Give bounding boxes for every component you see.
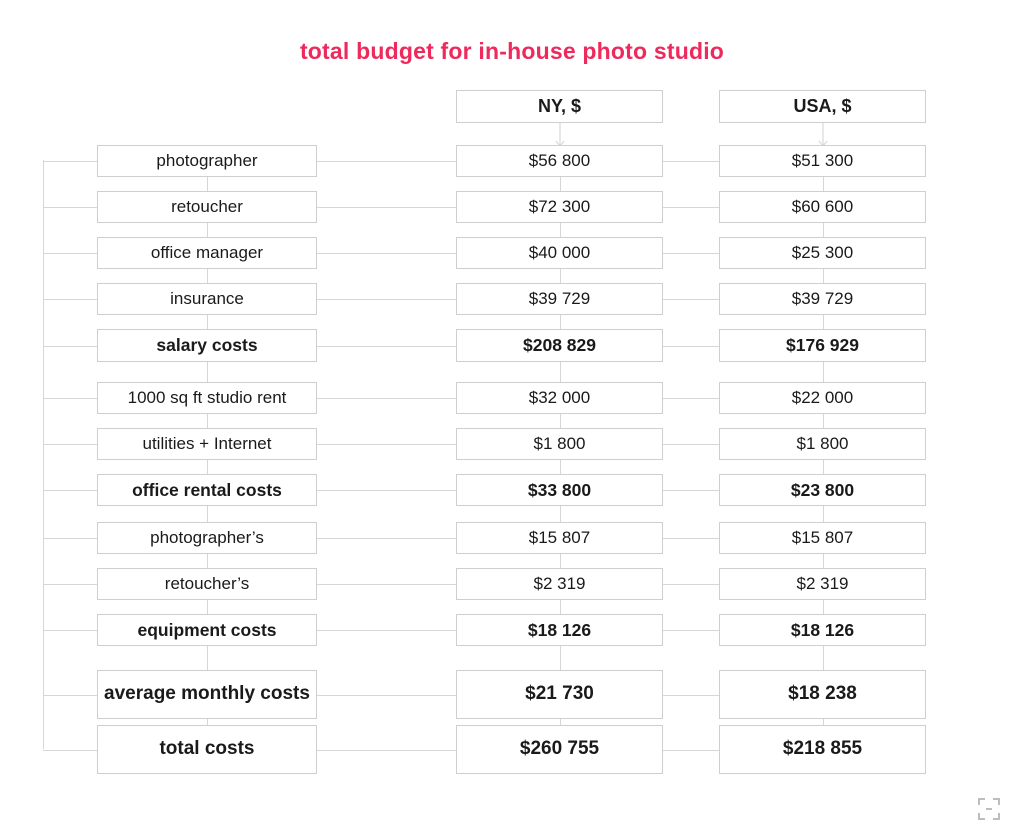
row-connector-mid — [317, 346, 456, 347]
row-connector-right — [663, 584, 719, 585]
vertical-connector — [823, 460, 824, 474]
usa-value: $15 807 — [719, 522, 926, 554]
vertical-connector — [207, 600, 208, 614]
usa-value: $39 729 — [719, 283, 926, 315]
row-connector-mid — [317, 253, 456, 254]
vertical-connector — [207, 269, 208, 283]
row-connector-mid — [317, 538, 456, 539]
row-connector-right — [663, 398, 719, 399]
row-connector-left — [43, 490, 97, 491]
ny-value: $56 800 — [456, 145, 663, 177]
usa-value: $18 238 — [719, 670, 926, 719]
vertical-connector — [207, 315, 208, 329]
row-connector-left — [43, 538, 97, 539]
usa-value: $51 300 — [719, 145, 926, 177]
row-label: average monthly costs — [97, 670, 317, 719]
ny-value: $260 755 — [456, 725, 663, 774]
row-connector-left — [43, 253, 97, 254]
row-connector-left — [43, 750, 97, 751]
vertical-connector — [207, 506, 208, 522]
row-label: office rental costs — [97, 474, 317, 506]
ny-value: $1 800 — [456, 428, 663, 460]
vertical-connector — [207, 177, 208, 191]
ny-value: $33 800 — [456, 474, 663, 506]
row-connector-right — [663, 750, 719, 751]
row-connector-mid — [317, 299, 456, 300]
ny-value: $72 300 — [456, 191, 663, 223]
vertical-connector — [560, 506, 561, 522]
row-connector-mid — [317, 490, 456, 491]
ny-value: $18 126 — [456, 614, 663, 646]
vertical-connector — [560, 554, 561, 568]
expand-icon[interactable] — [977, 797, 1001, 821]
vertical-connector — [823, 223, 824, 237]
row-label: total costs — [97, 725, 317, 774]
row-connector-mid — [317, 630, 456, 631]
vertical-connector — [207, 223, 208, 237]
vertical-connector — [207, 362, 208, 382]
usa-value: $176 929 — [719, 329, 926, 362]
header-ny: NY, $ — [456, 90, 663, 123]
row-label: utilities + Internet — [97, 428, 317, 460]
row-label: office manager — [97, 237, 317, 269]
row-connector-left — [43, 207, 97, 208]
ny-value: $39 729 — [456, 283, 663, 315]
vertical-connector — [560, 177, 561, 191]
ny-value: $208 829 — [456, 329, 663, 362]
ny-value: $21 730 — [456, 670, 663, 719]
vertical-connector — [560, 315, 561, 329]
row-connector-right — [663, 207, 719, 208]
vertical-connector — [823, 600, 824, 614]
ny-value: $2 319 — [456, 568, 663, 600]
row-connector-left — [43, 299, 97, 300]
vertical-connector — [823, 414, 824, 428]
left-connector-line — [43, 160, 44, 749]
row-connector-right — [663, 490, 719, 491]
row-connector-mid — [317, 695, 456, 696]
row-connector-right — [663, 630, 719, 631]
vertical-connector — [207, 554, 208, 568]
usa-value: $22 000 — [719, 382, 926, 414]
row-connector-right — [663, 299, 719, 300]
vertical-connector — [560, 646, 561, 670]
ny-value: $40 000 — [456, 237, 663, 269]
vertical-connector — [823, 315, 824, 329]
row-connector-mid — [317, 207, 456, 208]
row-label: insurance — [97, 283, 317, 315]
vertical-connector — [207, 414, 208, 428]
vertical-connector — [560, 600, 561, 614]
row-connector-right — [663, 538, 719, 539]
row-label: photographer — [97, 145, 317, 177]
vertical-connector — [560, 414, 561, 428]
page-title: total budget for in-house photo studio — [299, 38, 725, 64]
row-connector-mid — [317, 750, 456, 751]
vertical-connector — [207, 460, 208, 474]
row-connector-left — [43, 346, 97, 347]
row-label: equipment costs — [97, 614, 317, 646]
ny-value: $15 807 — [456, 522, 663, 554]
row-connector-mid — [317, 584, 456, 585]
row-connector-right — [663, 695, 719, 696]
vertical-connector — [560, 269, 561, 283]
row-connector-left — [43, 630, 97, 631]
usa-value: $2 319 — [719, 568, 926, 600]
row-connector-left — [43, 584, 97, 585]
row-connector-right — [663, 161, 719, 162]
vertical-connector — [823, 554, 824, 568]
usa-value: $18 126 — [719, 614, 926, 646]
row-connector-mid — [317, 161, 456, 162]
row-label: retoucher’s — [97, 568, 317, 600]
vertical-connector — [823, 362, 824, 382]
vertical-connector — [823, 177, 824, 191]
row-connector-left — [43, 695, 97, 696]
vertical-connector — [207, 646, 208, 670]
row-connector-right — [663, 444, 719, 445]
usa-value: $60 600 — [719, 191, 926, 223]
row-label: salary costs — [97, 329, 317, 362]
row-connector-right — [663, 346, 719, 347]
vertical-connector — [560, 362, 561, 382]
row-label: retoucher — [97, 191, 317, 223]
row-connector-mid — [317, 398, 456, 399]
usa-value: $23 800 — [719, 474, 926, 506]
row-label: 1000 sq ft studio rent — [97, 382, 317, 414]
row-connector-left — [43, 161, 97, 162]
vertical-connector — [823, 269, 824, 283]
vertical-connector — [823, 646, 824, 670]
row-connector-left — [43, 398, 97, 399]
row-label: photographer’s — [97, 522, 317, 554]
row-connector-mid — [317, 444, 456, 445]
vertical-connector — [560, 460, 561, 474]
header-usa: USA, $ — [719, 90, 926, 123]
row-connector-right — [663, 253, 719, 254]
vertical-connector — [560, 223, 561, 237]
row-connector-left — [43, 444, 97, 445]
usa-value: $218 855 — [719, 725, 926, 774]
ny-value: $32 000 — [456, 382, 663, 414]
usa-value: $1 800 — [719, 428, 926, 460]
usa-value: $25 300 — [719, 237, 926, 269]
vertical-connector — [823, 506, 824, 522]
